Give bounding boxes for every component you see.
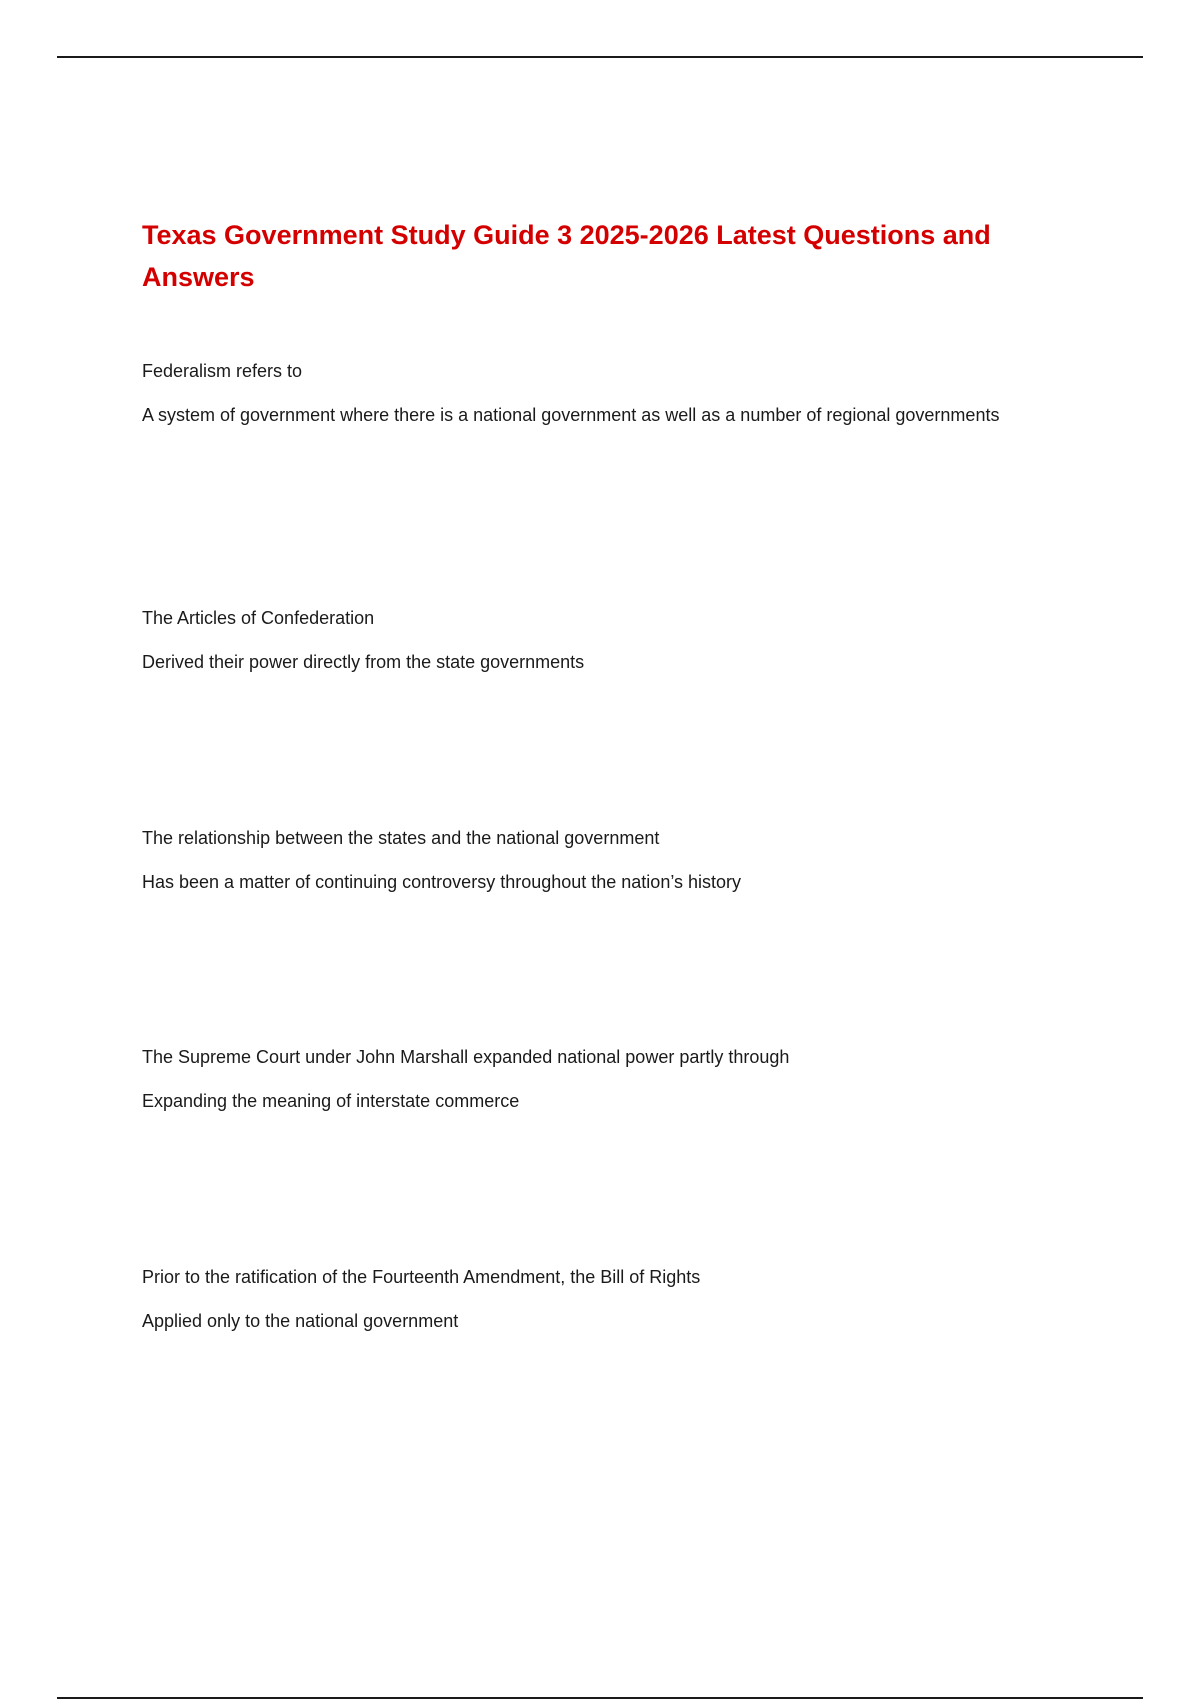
header-rule [57, 56, 1143, 58]
footer-rule [57, 1697, 1143, 1699]
question-text: Prior to the ratification of the Fourteenth Amendment, the Bill of Rights [142, 1267, 701, 1287]
document-title: Texas Government Study Guide 3 2025-2026 Latest Questions and Answers [142, 220, 991, 292]
answer-text: Expanding the meaning of interstate commerce [142, 1091, 520, 1111]
qa-item [142, 604, 1002, 676]
qa-item [142, 1263, 1002, 1335]
qa-item [142, 357, 1002, 429]
question-text: Federalism refers to [142, 361, 303, 381]
qa-item [142, 1043, 1002, 1115]
question-text: The relationship between the states and the national government [142, 828, 660, 848]
qa-item [142, 824, 1002, 896]
answer-text: Has been a matter of continuing controversy throughout the nation’s history [142, 872, 742, 892]
question-text: The Articles of Confederation [142, 608, 375, 628]
answer-text: A system of government where there is a national government as well as a number of regional governments [142, 405, 1000, 425]
question-text: The Supreme Court under John Marshall expanded national power partly through [142, 1047, 790, 1067]
answer-text: Applied only to the national government [142, 1311, 459, 1331]
answer-text: Derived their power directly from the state governments [142, 652, 585, 672]
